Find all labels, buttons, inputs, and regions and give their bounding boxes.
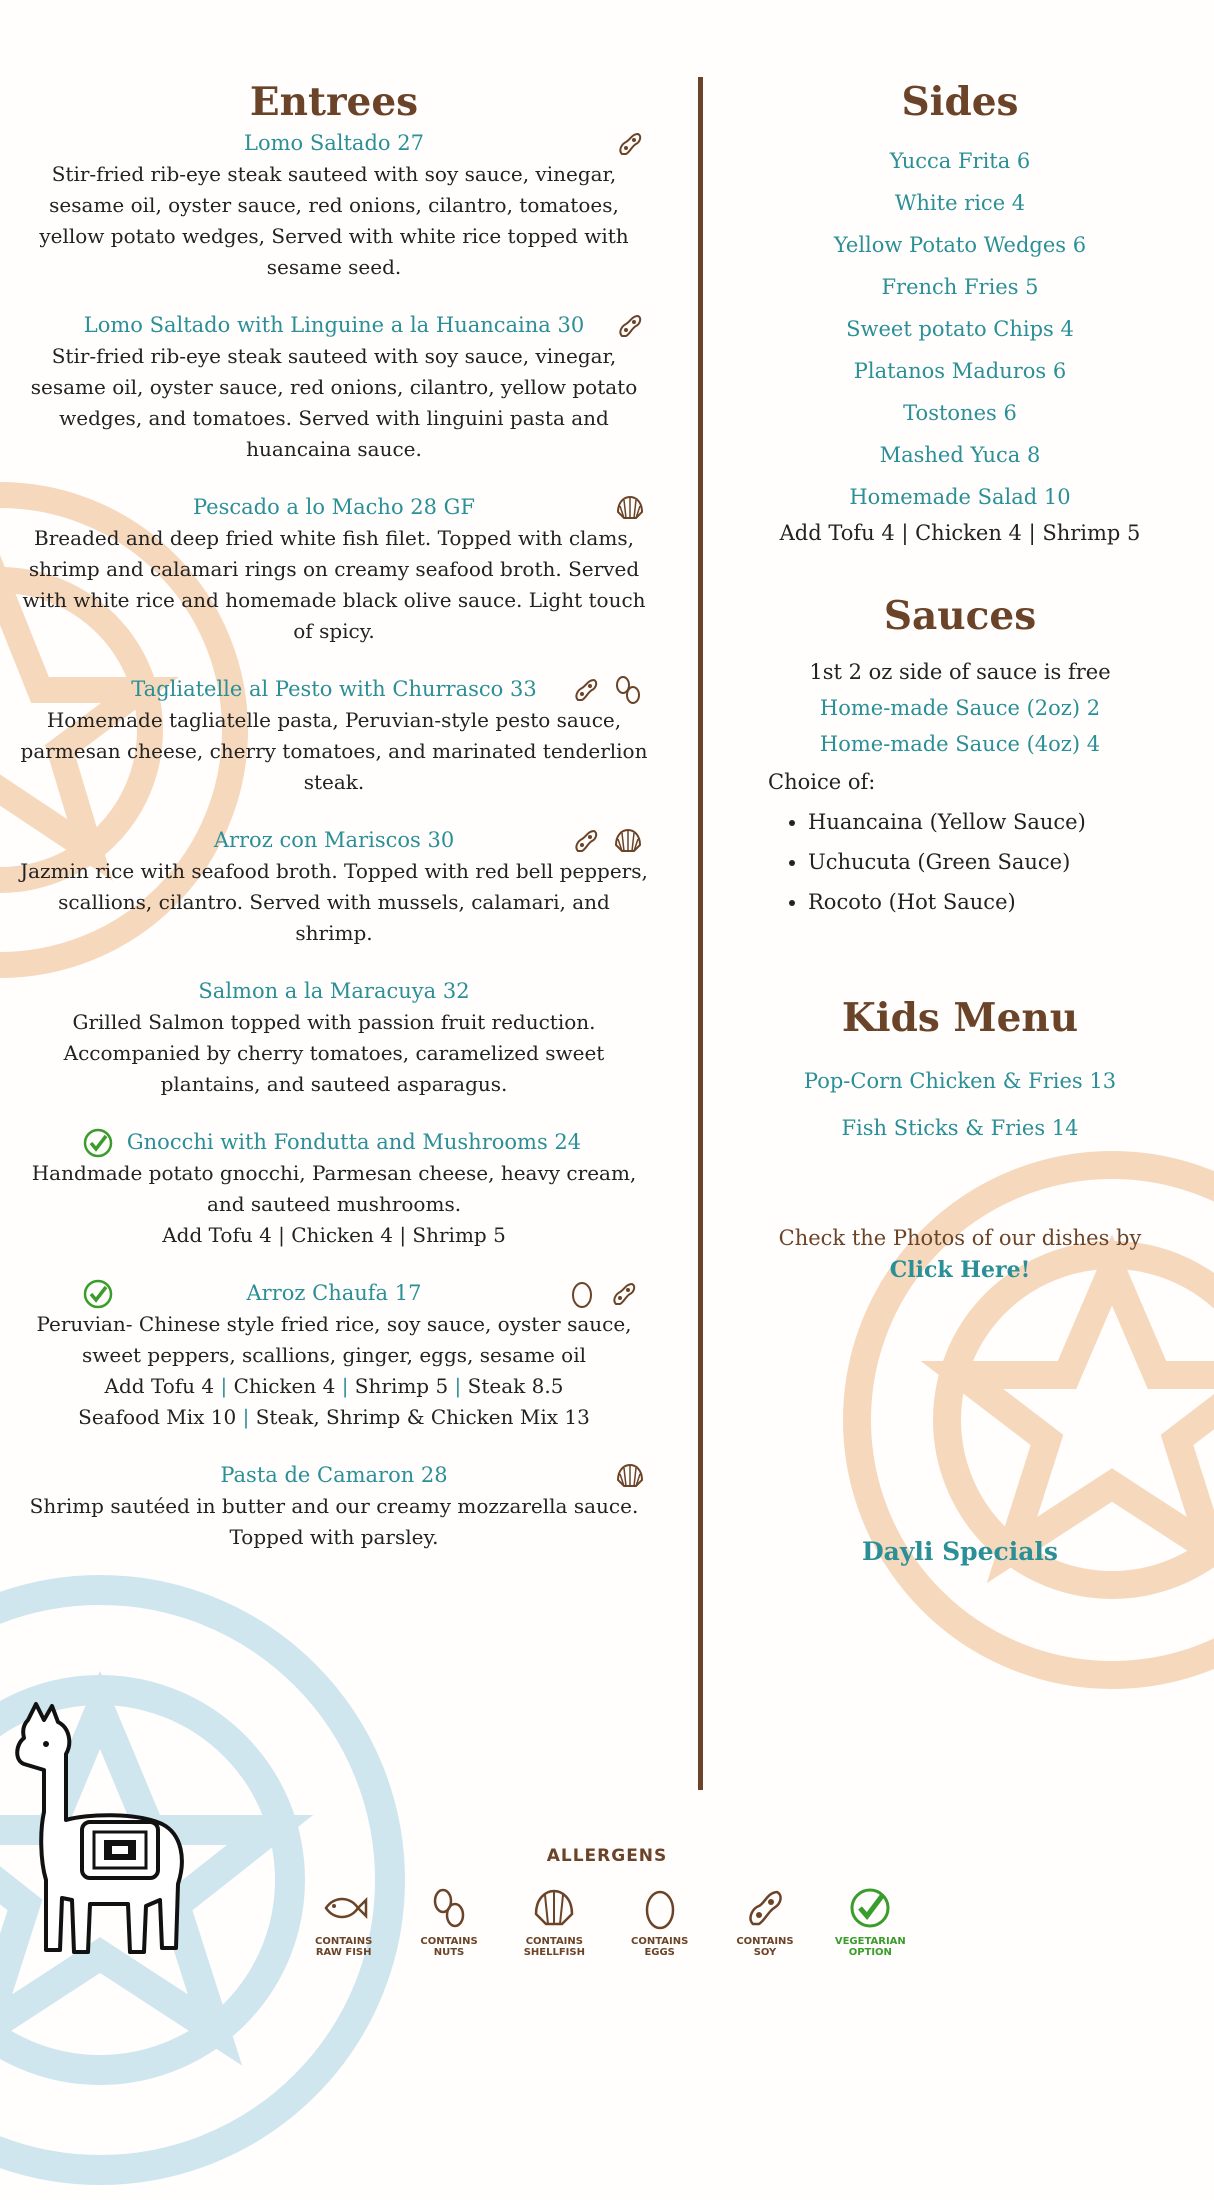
- item-description: Grilled Salmon topped with passion fruit reduction. Accompanied by cherry tomatoes, caramelized sweet plantains, and sauteed asparagus.: [63, 1010, 605, 1096]
- addon: Shrimp 5: [354, 1374, 449, 1398]
- menu-item-lomo-saltado: [14, 128, 654, 283]
- list-item: • Rocoto (Hot Sauce): [808, 882, 1168, 922]
- separator: |: [341, 1374, 349, 1398]
- kids-menu-list: [752, 1058, 1168, 1152]
- sauce-price: Home-made Sauce (2oz) 2: [819, 696, 1101, 720]
- item-description: Peruvian- Chinese style fried rice, soy sauce, oyster sauce, sweet peppers, scallions, ginger, eggs, sesame oil: [36, 1312, 632, 1367]
- item-addons: Add Tofu 4 | Chicken 4 | Shrimp 5: [162, 1223, 506, 1247]
- sides-list: [752, 140, 1168, 518]
- legend-item: [616, 1884, 703, 1958]
- list-item: Yellow Potato Wedges 6: [833, 233, 1087, 257]
- item-addons: [14, 1402, 654, 1433]
- sauce-price: Home-made Sauce (4oz) 4: [819, 732, 1101, 756]
- legend-label: CONTAINS EGGS: [631, 1936, 689, 1958]
- menu-item-pescado-a-lo-macho: [14, 492, 654, 647]
- sides-heading: Sides: [901, 79, 1019, 125]
- egg-icon: [566, 1278, 598, 1310]
- list-item: Sweet potato Chips 4: [846, 317, 1074, 341]
- shellfish-icon: [614, 1460, 646, 1492]
- separator: |: [242, 1405, 250, 1429]
- soy-icon: [608, 1278, 640, 1310]
- list-item: French Fries 5: [881, 275, 1039, 299]
- menu-item-lomo-saltado-linguine: [14, 310, 654, 465]
- separator: |: [220, 1374, 228, 1398]
- list-item: Pop-Corn Chicken & Fries 13: [803, 1069, 1117, 1093]
- list-item: Homemade Salad 10: [849, 485, 1071, 509]
- sauce-choice-label: Choice of:: [768, 770, 876, 794]
- sauces-heading: Sauces: [883, 593, 1037, 639]
- item-title: Arroz con Mariscos 30: [213, 828, 455, 852]
- legend-label: CONTAINS SOY: [736, 1936, 794, 1958]
- item-addons: [14, 1371, 654, 1402]
- legend-label: CONTAINS RAW FISH: [315, 1936, 373, 1958]
- allergens-title: ALLERGENS: [546, 1846, 668, 1866]
- fish-icon: [320, 1884, 368, 1932]
- item-description: Jazmin rice with seafood broth. Topped with red bell peppers, scallions, cilantro. Served with mussels, calamari, and shrimp.: [20, 859, 648, 945]
- shellfish-icon: [614, 492, 646, 524]
- shellfish-icon: [612, 825, 644, 857]
- list-item: • Huancaina (Yellow Sauce): [808, 802, 1168, 842]
- sauce-free-note: 1st 2 oz side of sauce is free: [809, 660, 1111, 684]
- list-item: White rice 4: [894, 191, 1026, 215]
- addon: Seafood Mix 10: [78, 1405, 237, 1429]
- item-description: Shrimp sautéed in butter and our creamy mozzarella sauce. Topped with parsley.: [29, 1494, 639, 1549]
- legend-label: VEGETARIAN OPTION: [834, 1936, 906, 1958]
- egg-icon: [636, 1884, 684, 1932]
- legend-label: CONTAINS SHELLFISH: [523, 1936, 585, 1958]
- daily-specials-link[interactable]: Dayli Specials: [861, 1537, 1059, 1566]
- entrees-heading: Entrees: [249, 79, 419, 125]
- addon: Chicken 4: [233, 1374, 336, 1398]
- addon: Add Tofu 4: [104, 1374, 215, 1398]
- column-divider: [698, 77, 703, 1790]
- legend-item: [827, 1884, 914, 1958]
- separator: |: [454, 1374, 462, 1398]
- item-title: Lomo Saltado with Linguine a la Huancaina 30: [83, 313, 585, 337]
- soy-icon: [614, 310, 646, 342]
- menu-item-gnocchi: [14, 1127, 654, 1251]
- photos-text: Check the Photos of our dishes by: [778, 1226, 1142, 1250]
- item-title: Arroz Chaufa 17: [246, 1281, 422, 1305]
- item-title: Tagliatelle al Pesto with Churrasco 33: [131, 677, 537, 701]
- nuts-icon: [425, 1884, 473, 1932]
- list-item: Tostones 6: [903, 401, 1017, 425]
- addon: Steak 8.5: [467, 1374, 564, 1398]
- menu-item-arroz-chaufa: [14, 1278, 654, 1433]
- legend-label: CONTAINS NUTS: [420, 1936, 478, 1958]
- item-title: Pescado a lo Macho 28 GF: [192, 495, 476, 519]
- soy-icon: [614, 128, 646, 160]
- legend-item: [300, 1884, 387, 1958]
- allergens-legend: [300, 1846, 914, 1958]
- item-title: Gnocchi with Fondutta and Mushrooms 24: [126, 1130, 582, 1154]
- list-item: Yucca Frita 6: [889, 149, 1031, 173]
- menu-item-pasta-de-camaron: [14, 1460, 654, 1553]
- nuts-icon: [612, 674, 644, 706]
- item-title: Salmon a la Maracuya 32: [198, 979, 470, 1003]
- legend-item: [721, 1884, 808, 1958]
- list-item: Platanos Maduros 6: [853, 359, 1067, 383]
- list-item: Fish Sticks & Fries 14: [841, 1116, 1079, 1140]
- sauce-choices: [752, 802, 1168, 922]
- item-description: Handmade potato gnocchi, Parmesan cheese, heavy cream, and sauteed mushrooms.: [31, 1161, 637, 1216]
- right-column: [752, 78, 1168, 1285]
- item-description: Stir-fried rib-eye steak sauteed with soy sauce, vinegar, sesame oil, oyster sauce, red onions, cilantro, yellow potato wedges, and tomatoes. Served with linguini pasta and huancaina sauce.: [30, 344, 638, 461]
- kids-menu-heading: Kids Menu: [841, 995, 1079, 1041]
- soy-icon: [741, 1884, 789, 1932]
- addon: Steak, Shrimp & Chicken Mix 13: [255, 1405, 590, 1429]
- menu-item-salmon-maracuya: [14, 976, 654, 1100]
- soy-icon: [570, 825, 602, 857]
- list-item: Mashed Yuca 8: [879, 443, 1041, 467]
- legend-item: [405, 1884, 492, 1958]
- item-title: Lomo Saltado 27: [244, 131, 424, 155]
- vegetarian-icon: [82, 1278, 114, 1310]
- list-item: • Uchucuta (Green Sauce): [808, 842, 1168, 882]
- llama-illustration: [6, 1700, 206, 1970]
- item-title: Pasta de Camaron 28: [220, 1463, 448, 1487]
- soy-icon: [570, 674, 602, 706]
- shellfish-icon: [530, 1884, 578, 1932]
- menu-item-tagliatelle: [14, 674, 654, 798]
- click-here-link[interactable]: Click Here!: [889, 1257, 1031, 1283]
- item-description: Breaded and deep fried white fish filet. Topped with clams, shrimp and calamari rings on creamy seafood broth. Served with white rice and homemade black olive sauce. Light touch of spicy.: [22, 526, 646, 643]
- legend-item: [511, 1884, 598, 1958]
- menu-item-arroz-con-mariscos: [14, 825, 654, 949]
- entrees-section: [14, 78, 654, 1580]
- vegetarian-icon: [846, 1884, 894, 1932]
- item-description: Stir-fried rib-eye steak sauteed with soy sauce, vinegar, sesame oil, oyster sauce, red onions, cilantro, tomatoes, yellow potato wedges, Served with white rice topped with sesame seed.: [39, 162, 629, 279]
- item-description: Homemade tagliatelle pasta, Peruvian-style pesto sauce, parmesan cheese, cherry tomatoes, and marinated tenderlion steak.: [20, 708, 648, 794]
- sides-addons: Add Tofu 4 | Chicken 4 | Shrimp 5: [779, 521, 1141, 545]
